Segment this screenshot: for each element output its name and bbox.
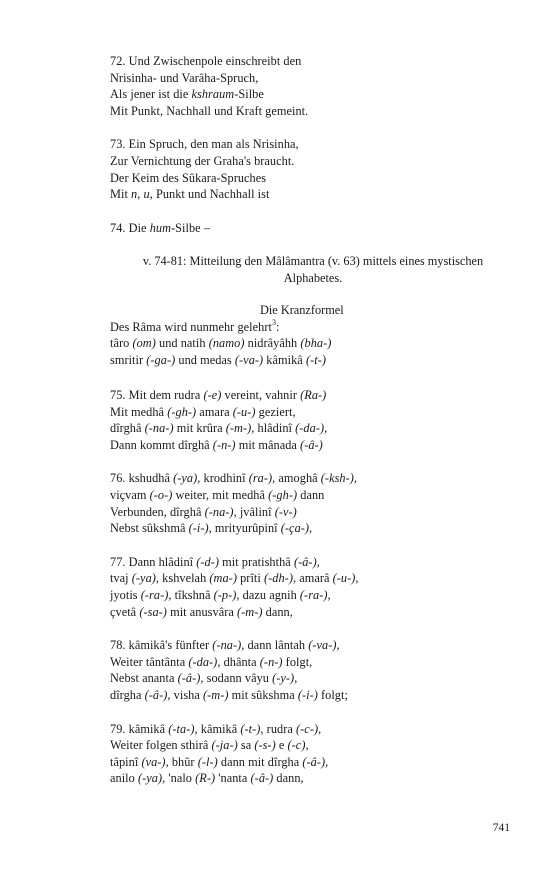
text-run: (-c), xyxy=(287,738,309,753)
text-run: Weiter folgen sthirâ xyxy=(110,738,212,753)
text-run: 76. kshudhâ xyxy=(110,471,174,486)
text-run: (-i-) xyxy=(297,687,318,702)
verse-line xyxy=(110,570,520,587)
text-run: mit krûra xyxy=(173,421,226,436)
text-run: kâmikâ xyxy=(197,721,241,736)
text-run: 'nalo xyxy=(165,771,196,786)
text-run: (namo) xyxy=(208,336,245,351)
verse-line xyxy=(110,437,520,454)
text-run: 72. Und Zwischenpole einschreibt den xyxy=(110,54,302,68)
verse-line xyxy=(110,770,520,787)
footnote-marker: 3 xyxy=(271,317,277,327)
text-run: sodann vâyu xyxy=(203,671,273,686)
text-run: (-ta-), xyxy=(168,721,198,736)
text-run: (-gh-) xyxy=(268,487,298,502)
text-run: Nebst ananta xyxy=(110,671,178,686)
text-run: (-s-) xyxy=(254,738,276,753)
text-run: (-ga-) xyxy=(146,352,176,367)
text-run: (-u-), xyxy=(332,571,359,586)
text-run: târo xyxy=(110,336,133,351)
verse-line xyxy=(110,170,520,187)
text-run: (-ja-) xyxy=(211,738,238,753)
text-run: amarâ xyxy=(296,571,333,586)
text-run: (ma-) xyxy=(209,571,237,586)
text-run: mit pratishthâ xyxy=(219,554,294,569)
verse-line xyxy=(110,352,520,369)
text-run: dann lântah xyxy=(244,638,309,653)
verse-line xyxy=(110,470,520,487)
text-run: -Silbe xyxy=(234,87,264,102)
text-run: (-ya), xyxy=(131,571,160,586)
text-run: dazu agnih xyxy=(239,587,300,602)
stanza xyxy=(110,554,520,620)
verse-line xyxy=(110,670,520,687)
section-heading: Die Kranzformel xyxy=(260,303,344,317)
text-run: (-â-), xyxy=(293,554,320,569)
text-run: (-dh-), xyxy=(263,571,297,586)
text-run: 75. Mit dem rudra xyxy=(110,388,204,402)
text-run: hlâdinî xyxy=(254,421,296,436)
verse-line xyxy=(110,404,520,421)
text-run: hum xyxy=(149,220,172,235)
text-run: (va-), xyxy=(141,754,169,769)
text-run: (-ksh-), xyxy=(320,471,358,486)
stanza xyxy=(110,721,520,787)
text-run: (-â-), xyxy=(302,754,329,769)
text-run: kshvelah xyxy=(159,571,210,586)
verse-line xyxy=(110,335,520,352)
text-run: : xyxy=(276,319,280,334)
verse-line xyxy=(110,103,520,120)
text-run: 73. Ein Spruch, den man als Nrisinha, xyxy=(110,137,299,152)
text-run: e xyxy=(275,738,288,753)
text-run: jyotis xyxy=(110,587,141,602)
text-run: sa xyxy=(237,738,255,753)
text-run: vereint, vahnir xyxy=(221,388,301,402)
text-run: kshraum xyxy=(191,87,235,102)
verse-line xyxy=(110,654,520,671)
text-run: (-c-), xyxy=(296,721,322,736)
note-line-1: v. 74-81: Mitteilung den Mâlâmantra (v. 63) mittels eines mystischen xyxy=(142,254,484,268)
text-run: (om) xyxy=(132,336,156,351)
text-run: (-ra-), xyxy=(299,587,331,602)
text-run: Dann kommt dîrghâ xyxy=(110,437,213,452)
text-run: mrityurûpinî xyxy=(211,521,281,536)
text-run: Mit Punkt, Nachhall und Kraft gemeint. xyxy=(110,103,309,118)
text-run: jvâlinî xyxy=(236,504,275,519)
text-run: (-e) xyxy=(203,388,222,402)
stanza-73 xyxy=(110,136,520,202)
verse-line xyxy=(110,220,520,237)
text-run: Des Râma wird nunmehr gelehrt xyxy=(110,319,272,334)
text-run: Nebst sûkshmâ xyxy=(110,521,189,536)
text-run: krodhinî xyxy=(200,471,249,486)
upper-verses xyxy=(110,53,520,253)
text-run: dîrgha xyxy=(110,687,145,702)
text-run: rudra xyxy=(263,721,297,736)
text-run: Verbunden, dîrghâ xyxy=(110,504,205,519)
text-run: (-da-), xyxy=(188,654,221,669)
verse-line xyxy=(110,387,520,404)
text-run: (-ra-), xyxy=(140,587,172,602)
text-run: 'nanta xyxy=(215,771,251,786)
text-run: (-t-) xyxy=(305,352,326,367)
text-run: 77. Dann hlâdinî xyxy=(110,554,197,569)
text-run: weiter, mit medhâ xyxy=(172,487,269,502)
text-run: Weiter tântânta xyxy=(110,654,189,669)
text-run: viçvam xyxy=(110,487,150,502)
text-run: (-sa-) xyxy=(139,604,167,619)
text-run: Zur Vernichtung der Graha's braucht. xyxy=(110,153,295,168)
note-line-2: Alphabetes. xyxy=(283,270,343,285)
verse-line xyxy=(110,520,520,537)
text-run: (-ça-), xyxy=(280,521,313,536)
text-run: tâpinî xyxy=(110,754,142,769)
text-run: dann, xyxy=(273,771,304,786)
text-run: (-da-), xyxy=(295,421,328,436)
text-run: mit mânada xyxy=(235,437,301,452)
text-run: çvetâ xyxy=(110,604,140,619)
verse-line xyxy=(110,737,520,754)
text-run: prîti xyxy=(236,571,264,586)
verse-line xyxy=(110,487,520,504)
text-run: (-n-) xyxy=(259,654,283,669)
text-run: 79. kâmikâ xyxy=(110,721,169,736)
verse-line xyxy=(110,587,520,604)
kranz-intro xyxy=(110,319,520,369)
text-run: amara xyxy=(196,404,233,419)
text-run: (-ya), xyxy=(173,471,201,486)
text-run: (-na-), xyxy=(204,504,237,519)
verse-line xyxy=(110,687,520,704)
text-run: (Ra-) xyxy=(300,388,327,402)
text-run: (-o-) xyxy=(149,487,173,502)
text-run: (-na-) xyxy=(144,421,174,436)
stanza-74 xyxy=(110,220,520,237)
stanza xyxy=(110,637,520,703)
stanza xyxy=(110,387,520,453)
text-run: -Silbe – xyxy=(171,220,211,235)
text-run: (-u-) xyxy=(232,404,256,419)
text-run: (-â-) xyxy=(300,437,323,452)
text-run: (-na-), xyxy=(212,638,245,653)
page-number: 741 xyxy=(492,822,510,834)
stanza-72 xyxy=(110,53,520,119)
text-run: nidrâyâhh xyxy=(244,336,301,351)
verse-line xyxy=(110,754,520,771)
text-run: (-m-) xyxy=(203,687,229,702)
text-run: (R-) xyxy=(195,771,216,786)
verse-line xyxy=(110,70,520,87)
text-run: (-va-) xyxy=(234,352,264,367)
verse-line xyxy=(110,153,520,170)
text-run: (-v-) xyxy=(274,504,297,519)
text-run: und medas xyxy=(175,352,235,367)
text-run: (bha-) xyxy=(300,336,332,351)
verse-line xyxy=(110,186,520,203)
text-run: tîkshnâ xyxy=(171,587,214,602)
text-run: dîrghâ xyxy=(110,421,145,436)
kranzformel-section xyxy=(110,302,520,368)
text-run: visha xyxy=(170,687,203,702)
verse-line xyxy=(110,53,520,70)
text-run: (-t-), xyxy=(240,721,264,736)
section-note xyxy=(116,253,510,286)
text-run: mit anusvâra xyxy=(166,604,237,619)
text-run: (-y-), xyxy=(272,671,298,686)
text-run: (-gh-) xyxy=(167,404,197,419)
text-run: bhûr xyxy=(168,754,198,769)
text-run: anilo xyxy=(110,771,138,786)
text-run: (-i-), xyxy=(188,521,212,536)
verse-line xyxy=(110,637,520,654)
verse-line xyxy=(110,721,520,738)
text-run: 74. Die xyxy=(110,220,150,235)
verse-line xyxy=(110,420,520,437)
text-run: (-n-) xyxy=(212,437,236,452)
verse-line xyxy=(110,319,520,336)
text-run: dhânta xyxy=(220,654,260,669)
verse-line xyxy=(110,504,520,521)
text-run: (-m-) xyxy=(236,604,263,619)
text-run: (-d-) xyxy=(196,554,220,569)
text-run: (-l-) xyxy=(197,754,218,769)
text-run: smritir xyxy=(110,352,147,367)
text-run: Der Keim des Sûkara-Spruches xyxy=(110,170,267,185)
text-run: folgt, xyxy=(282,654,313,669)
text-run: mit sûkshma xyxy=(228,687,298,702)
text-run: 78. kâmikâ's fünfter xyxy=(110,638,213,653)
text-run: Mit medhâ xyxy=(110,404,168,419)
text-run: n, u, xyxy=(131,187,153,202)
verse-line xyxy=(110,86,520,103)
text-run: (-â-), xyxy=(144,687,171,702)
text-run: kâmikâ xyxy=(263,352,306,367)
text-run: (-ya), xyxy=(137,771,166,786)
text-run: amoghâ xyxy=(275,471,321,486)
text-run: (-m-), xyxy=(225,421,255,436)
stanza xyxy=(110,470,520,536)
verse-line xyxy=(110,136,520,153)
verse-line xyxy=(110,604,520,621)
text-run: geziert, xyxy=(255,404,296,419)
text-run: Punkt und Nachhall ist xyxy=(152,187,270,202)
text-run: folgt; xyxy=(317,687,348,702)
text-run: (-â-) xyxy=(250,771,274,786)
verse-line xyxy=(110,554,520,571)
text-run: Als jener ist die xyxy=(110,87,192,102)
text-run: Mit xyxy=(110,187,132,202)
text-run: (-p-), xyxy=(213,587,240,602)
text-run: (-va-), xyxy=(308,638,340,653)
text-run: dann mit dîrgha xyxy=(217,754,303,769)
text-run: (-â-), xyxy=(177,671,204,686)
text-run: und natih xyxy=(155,336,209,351)
text-run: tvaj xyxy=(110,571,132,586)
text-run: (ra-), xyxy=(248,471,276,486)
text-run: Nrisinha- und Varâha-Spruch, xyxy=(110,70,259,85)
text-run: dann xyxy=(297,487,325,502)
text-run: dann, xyxy=(262,604,293,619)
lower-verses xyxy=(110,387,520,804)
